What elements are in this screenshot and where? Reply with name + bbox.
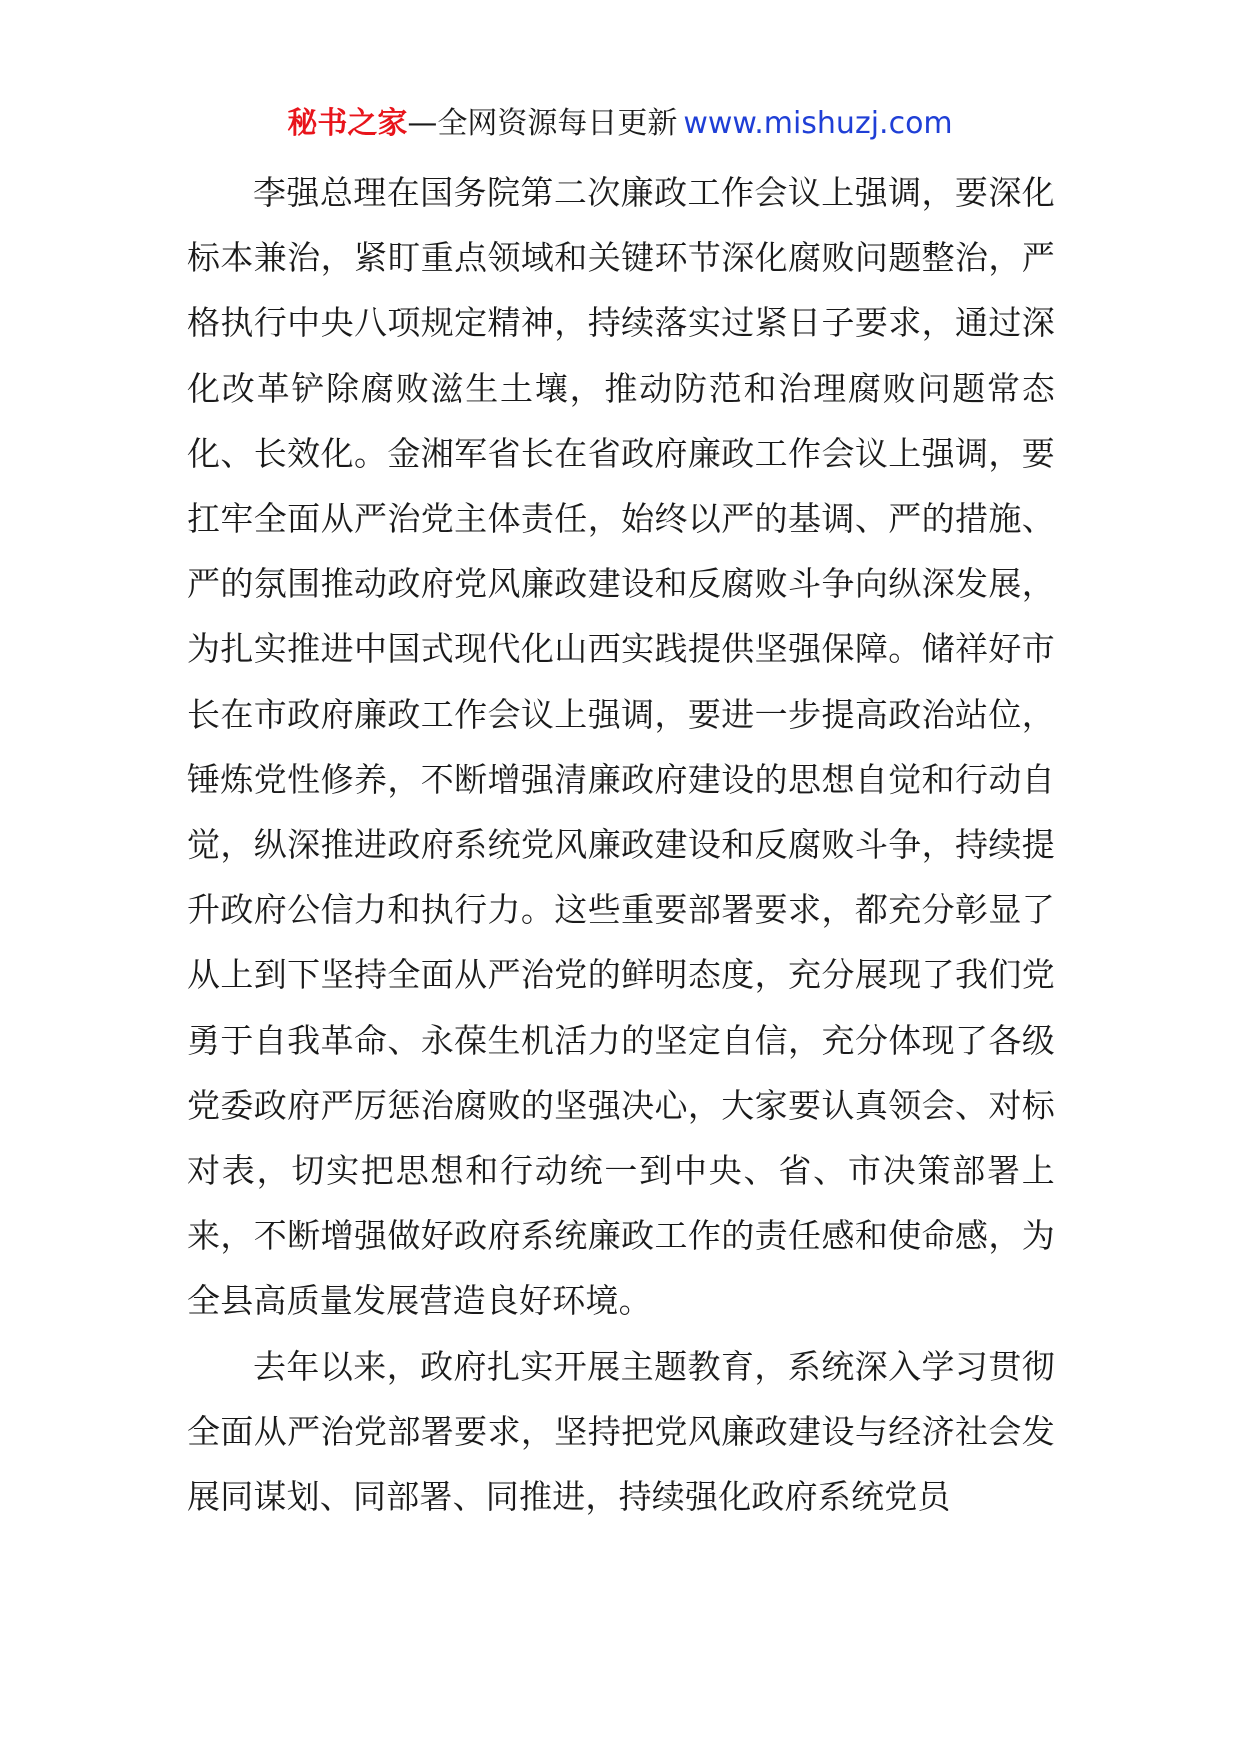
document-body — [187, 160, 1055, 1529]
header-slogan: —全网资源每日更新 — [407, 106, 678, 141]
page-header — [0, 100, 1240, 148]
brand-name: 秘书之家 — [287, 106, 408, 141]
site-url-link[interactable]: www.mishuzj.com — [683, 106, 953, 141]
paragraph-1: 李强总理在国务院第二次廉政工作会议上强调，要深化标本兼治，紧盯重点领域和关键环节深化腐败问题整治，严格执行中央八项规定精神，持续落实过紧日子要求，通过深化改革铲除腐败滋生土壤，推动防范和治理腐败问题常态化、长效化。金湘军省长在省政府廉政工作会议上强调，要扛牢全面从严治党主体责任，始终以严的基调、严的措施、严的氛围推动政府党风廉政建设和反腐败斗争向纵深发展，为扎实推进中国式现代化山西实践提供坚强保障。储祥好市长在市政府廉政工作会议上强调，要进一步提高政治站位，锤炼党性修养，不断增强清廉政府建设的思想自觉和行动自觉，纵深推进政府系统党风廉政建设和反腐败斗争，持续提升政府公信力和执行力。这些重要部署要求，都充分彰显了从上到下坚持全面从严治党的鲜明态度，充分展现了我们党勇于自我革命、永葆生机活力的坚定自信，充分体现了各级党委政府严厉惩治腐败的坚强决心，大家要认真领会、对标对表，切实把思想和行动统一到中央、省、市决策部署上来，不断增强做好政府系统廉政工作的责任感和使命感，为全县高质量发展营造良好环境。 — [187, 173, 1055, 1321]
paragraph-2: 去年以来，政府扎实开展主题教育，系统深入学习贯彻全面从严治党部署要求，坚持把党风廉政建设与经济社会发展同谋划、同部署、同推进，持续强化政府系统党员 — [187, 1346, 1055, 1517]
